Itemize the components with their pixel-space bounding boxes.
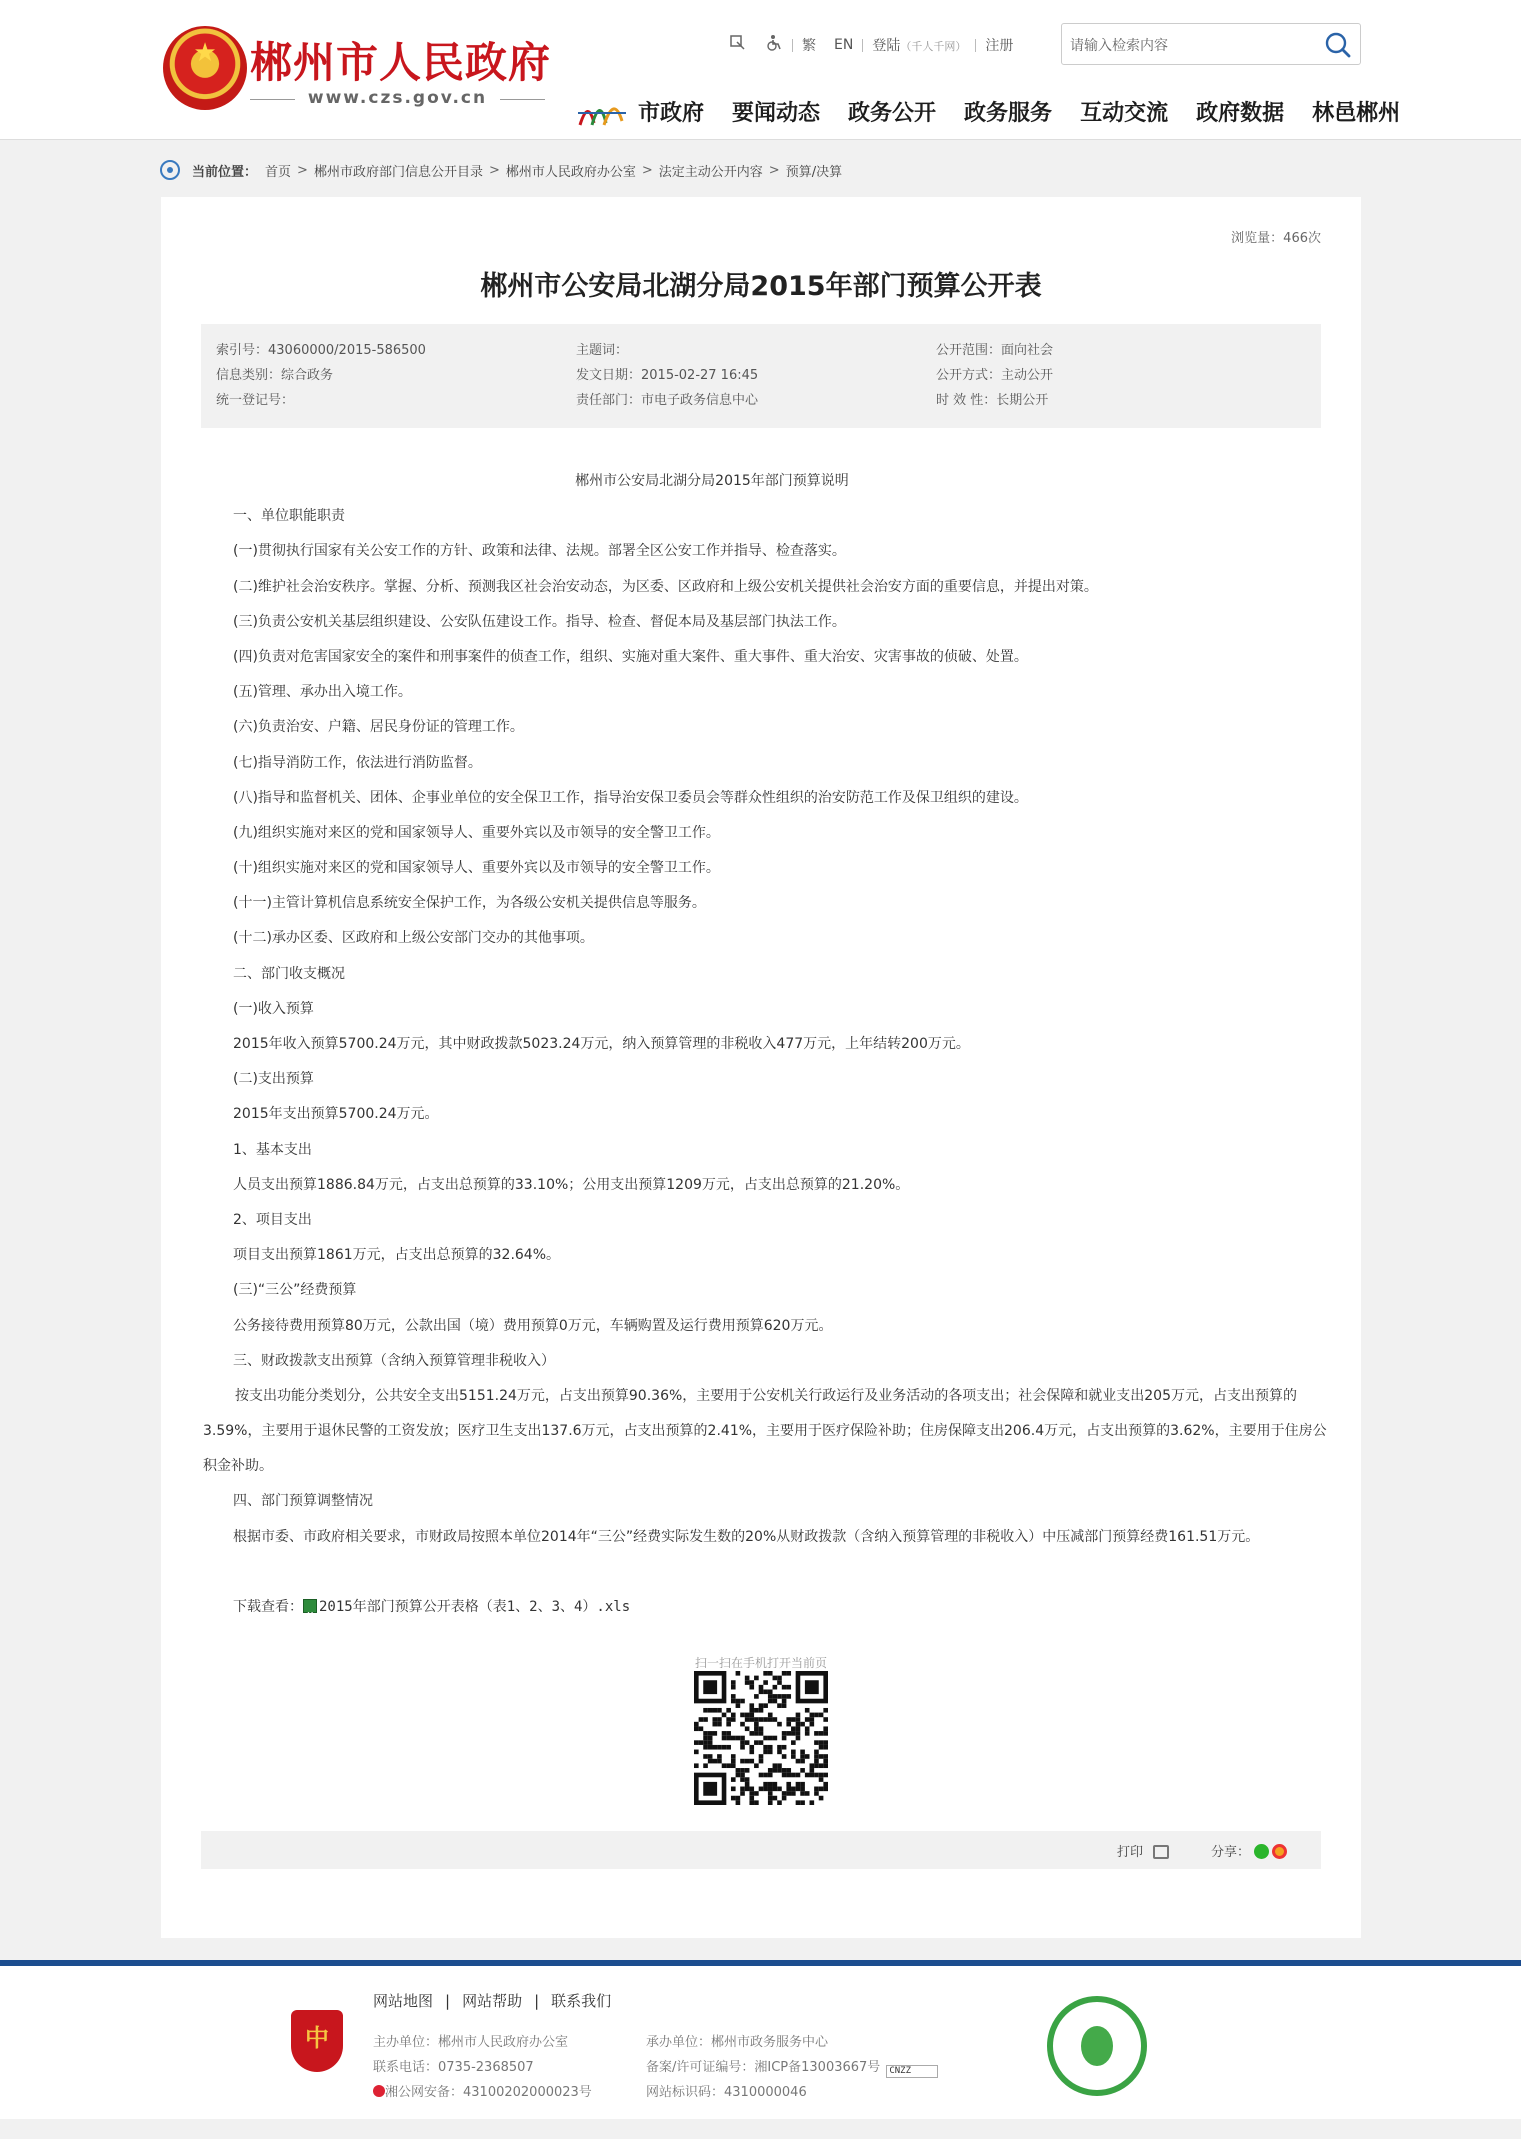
nav-item-interaction[interactable]: 互动交流 [1080,101,1169,126]
accessibility-mode-icon[interactable] [720,34,756,56]
footer-site-id: 网站标识码：4310000046 [646,2085,807,2100]
footer-link-contact[interactable]: 联系我们 [551,1992,612,2010]
section-heading: 三、财政拨款支出预算（含纳入预算管理非税收入） [233,1352,555,1369]
section-heading: 四、部门预算调整情况 [233,1493,373,1510]
article-line: (五)管理、承办出入境工作。 [233,684,412,701]
section-heading: 一、单位职能职责 [233,508,345,525]
article-line: (十二)承办区委、区政府和上级公安部门交办的其他事项。 [233,930,594,947]
article-line: (九)组织实施对来区的党和国家领导人、重要外宾以及市领导的安全警卫工作。 [233,824,720,841]
location-pin-icon [160,160,180,180]
print-button[interactable] [1117,1841,1169,1860]
search-input[interactable] [1070,33,1310,57]
divider: | [534,1991,540,2010]
article-subtitle: 郴州市公安局北湖分局2015年部门预算说明 [575,473,849,489]
meta-category: 信息类别：综合政务 [216,368,334,383]
article-line: (八)指导和监督机关、团体、企事业单位的安全保卫工作，指导治安保卫委员会等群众性组织的治安防范工作及保卫组织的建设。 [233,789,1028,806]
footer-host: 主办单位：郴州市人民政府办公室 [373,2035,569,2050]
excel-file-icon [303,1599,317,1613]
english-link[interactable]: EN [834,37,854,53]
article-line: 公务接待费用预算80万元，公款出国（境）费用预算0万元，车辆购置及运行费用预算620万元。 [233,1317,833,1334]
article-line: (二)支出预算 [233,1071,314,1088]
article-line: 项目支出预算1861万元，占支出总预算的32.64%。 [233,1247,561,1264]
article-line: (十一)主管计算机信息系统安全保护工作，为各级公安机关提供信息等服务。 [233,895,706,912]
nav-item-gov-disclosure[interactable]: 政务公开 [848,101,937,126]
footer-link-sitemap[interactable]: 网站地图 [373,1992,434,2010]
footer-icp-row [646,2055,938,2080]
footer-operator: 承办单位：郴州市政务服务中心 [646,2035,829,2050]
share-bar [201,1831,1321,1869]
meta-validity: 时 效 性：长期公开 [936,393,1049,408]
site-url: www.czs.gov.cn [250,88,545,108]
breadcrumb-catalog[interactable]: 郴州市政府部门信息公开目录 [313,164,483,180]
article-body [203,464,1327,1625]
footer-phone: 联系电话：0735-2368507 [373,2060,534,2075]
weibo-icon[interactable] [1272,1844,1287,1859]
national-emblem-icon: ★ [163,26,247,110]
share-label: 分享： [1211,1845,1251,1860]
wechat-icon[interactable] [1254,1844,1269,1859]
download-row [233,1590,1291,1625]
footer-info-right [646,2030,938,2105]
meta-method: 公开方式：主动公开 [936,368,1054,383]
party-organ-badge-icon[interactable] [291,2010,343,2072]
traditional-chinese-link[interactable]: 繁 [802,38,816,54]
article-line: 1、基本支出 [233,1141,312,1158]
meta-dept: 责任部门：市电子政务信息中心 [576,393,759,408]
nav-item-gov-data[interactable]: 政府数据 [1196,101,1285,126]
breadcrumb-home[interactable]: 首页 [265,164,292,180]
breadcrumb-separator: > [297,162,308,178]
search-icon[interactable] [1324,31,1352,59]
breadcrumb [160,158,842,182]
meta-date: 发文日期：2015-02-27 16:45 [576,368,759,383]
footer-links [373,1990,611,2011]
cnzz-badge[interactable]: CNZZ [886,2065,938,2078]
breadcrumb-office[interactable]: 郴州市人民政府办公室 [505,164,636,180]
login-label: 登陆 [872,38,901,54]
civilization-city-badge-icon[interactable] [1047,1996,1147,2096]
metadata-panel [201,324,1321,428]
nav-item-linyi-chenzhou[interactable]: 林邑郴州 [1312,101,1401,126]
article-line: (十)组织实施对来区的党和国家领导人、重要外宾以及市领导的安全警卫工作。 [233,860,720,877]
meta-unified-no: 统一登记号： [216,393,295,408]
qr-caption: 扫一扫在手机打开当前页 [694,1656,827,1670]
meta-topic: 主题词： [576,343,629,358]
qr-code-icon [694,1671,828,1805]
article-line: 人员支出预算1886.84万元，占支出总预算的33.10%；公用支出预算1209万元，占支出总预算的21.20%。 [233,1176,910,1193]
article-line: 2015年收入预算5700.24万元，其中财政拨款5023.24万元，纳入预算管理的非税收入477万元，上年结转200万元。 [233,1036,970,1052]
article-line: (一)收入预算 [233,1000,314,1017]
login-note: （千人千网） [900,40,967,53]
view-count: 浏览量：466次 [1231,231,1321,246]
article-container [161,197,1361,1938]
article-line: (四)负责对危害国家安全的案件和刑事案件的侦查工作，组织、实施对重大案件、重大事件、重大治安、灾害事故的侦破、处置。 [233,648,1028,665]
site-header [0,0,1521,140]
article-line: (三)“三公”经费预算 [233,1282,357,1299]
wheelchair-icon[interactable] [756,34,792,56]
police-badge-icon [373,2085,385,2097]
printer-icon [1153,1845,1169,1859]
meta-scope: 公开范围：面向社会 [936,343,1054,358]
article-line: (二)维护社会治安秩序。掌握、分析、预测我区社会治安动态，为区委、区政府和上级公安机关提供社会治安方面的重要信息，并提出对策。 [233,578,1098,595]
breadcrumb-separator: > [488,162,500,178]
footer-icp[interactable]: 备案/许可证编号：湘ICP备13003667号 [646,2060,881,2075]
share-area [1211,1841,1287,1860]
article-line: (六)负责治安、户籍、居民身份证的管理工作。 [233,719,524,736]
police-record-text: 湘公网安备：43100202000023号 [385,2085,592,2100]
expense-paragraph: 按支出功能分类划分，公共安全支出5151.24万元，占支出预算90.36%，主要用于公安机关行政运行及业务活动的各项支出；社会保障和就业支出205万元，占支出预算的3.59%，主要用于退休民警的工资发放；医疗卫生支出137.6万元，占支出预算的2.41%，主要用于医疗保险补助；住房保障支出206.4万元，占支出预算的3.62%，主要用于住房公积金补助。 [203,1387,1327,1475]
site-footer [0,1960,1521,2119]
header-tools [720,34,1022,56]
breadcrumb-budget[interactable]: 预算/决算 [785,164,843,180]
article-line: (一)贯彻执行国家有关公安工作的方针、政策和法律、法规。部署全区公安工作并指导、检查落实。 [233,543,846,560]
meta-index-no: 索引号：43060000/2015-586500 [216,343,426,358]
breadcrumb-label: 当前位置： [192,164,258,180]
register-link[interactable]: 注册 [985,38,1014,54]
search-box [1061,23,1361,65]
article-line: (三)负责公安机关基层组织建设、公安队伍建设工作。指导、检查、督促本局及基层部门执法工作。 [233,613,846,630]
main-nav [638,96,1400,127]
footer-info-left [373,2030,592,2105]
breadcrumb-disclosure[interactable]: 法定主动公开内容 [658,164,763,180]
article-line: (七)指导消防工作，依法进行消防监督。 [233,754,482,771]
section-heading: 二、部门收支概况 [233,965,345,982]
nav-item-city-gov[interactable]: 市政府 [638,101,705,126]
divider: | [445,1991,451,2010]
article-line: 2、项目支出 [233,1211,312,1228]
breadcrumb-separator: > [768,162,780,178]
adjust-paragraph: 根据市委、市政府相关要求，市财政局按照本单位2014年“三公”经费实际发生数的20%从财政拨款（含纳入预算管理的非税收入）中压减部门预算经费161.51万元。 [233,1528,1260,1545]
footer-police-record[interactable] [373,2080,592,2105]
site-name[interactable]: 郴州市人民政府 [250,38,552,87]
print-label: 打印 [1117,1845,1144,1860]
download-label: 下载查看： [233,1598,303,1615]
city-logo-icon [576,93,628,131]
page-title: 郴州市公安局北湖分局2015年部门预算公开表 [480,271,1042,302]
nav-item-gov-services[interactable]: 政务服务 [964,101,1053,126]
breadcrumb-separator: > [641,162,653,178]
nav-item-news[interactable]: 要闻动态 [732,101,821,126]
download-file-link[interactable]: 2015年部门预算公开表格（表1、2、3、4）.xls [319,1598,631,1615]
footer-link-help[interactable]: 网站帮助 [462,1992,523,2010]
login-link[interactable] [863,35,975,55]
article-line: 2015年支出预算5700.24万元。 [233,1106,439,1123]
